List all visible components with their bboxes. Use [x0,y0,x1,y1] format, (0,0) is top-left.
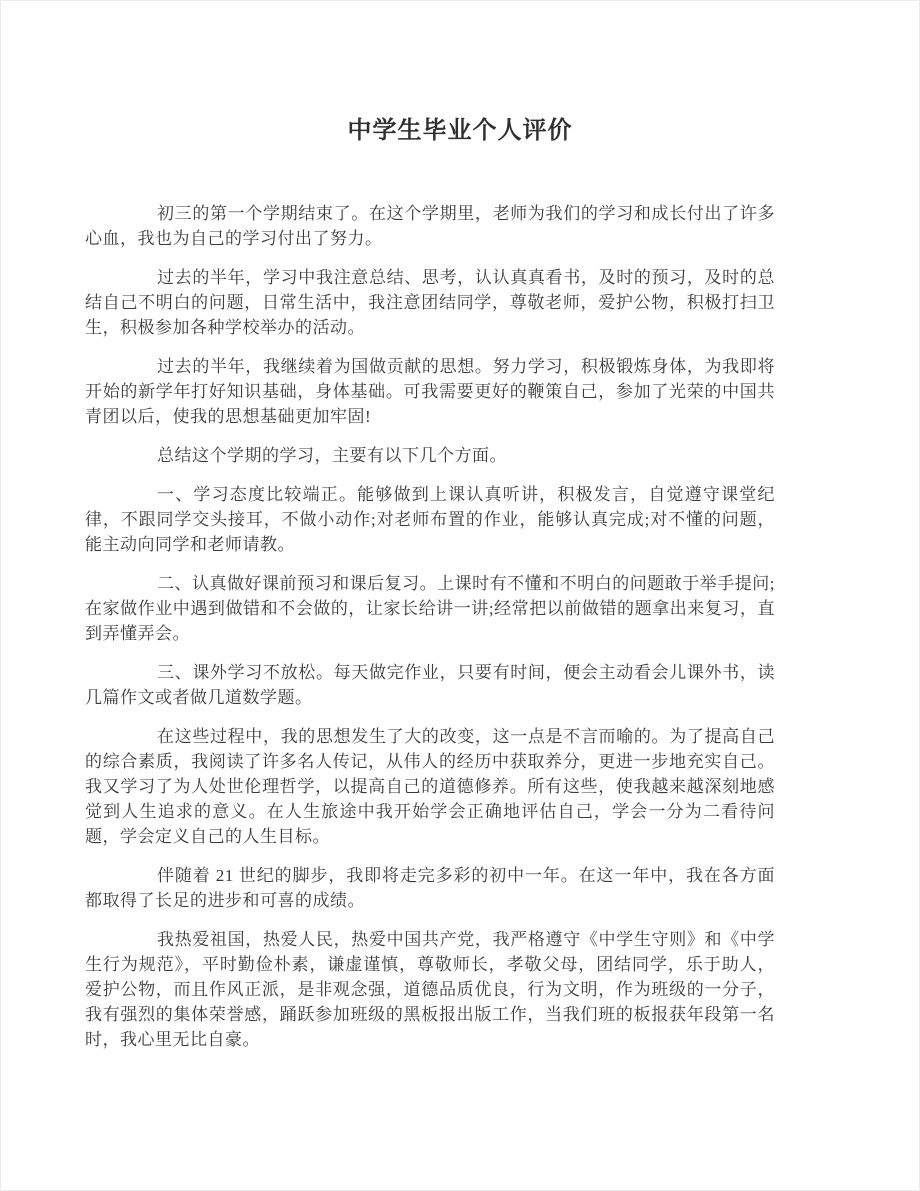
paragraph-half-year-study: 过去的半年，学习中我注意总结、思考，认认真真看书，及时的预习，及时的总结自己不明白的问题，日常生活中，我注意团结同学，尊敬老师，爱护公物，积极打扫卫生，积极参加各种学校举办的活动。 [85,268,775,337]
paragraph-intro: 初三的第一个学期结束了。在这个学期里，老师为我们的学习和成长付出了许多心血，我也为自己的学习付出了努力。 [85,204,775,248]
paragraph-summary-lead: 总结这个学期的学习，主要有以下几个方面。 [157,446,507,465]
paragraph-half-year-thought: 过去的半年，我继续着为国做贡献的思想。努力学习，积极锻炼身体，为我即将开始的新学年打好知识基础，身体基础。可我需要更好的鞭策自己，参加了光荣的中国共青团以后，使我的思想基础更加牢固! [85,357,775,426]
paragraph-point-one: 一、学习态度比较端正。能够做到上课认真听讲，积极发言，自觉遵守课堂纪律，不跟同学交头接耳，不做小动作;对老师布置的作业，能够认真完成;对不懂的问题，能主动向同学和老师请教。 [85,485,775,554]
paragraph-point-two: 二、认真做好课前预习和课后复习。上课时有不懂和不明白的问题敢于举手提问;在家做作业中遇到做错和不会做的，让家长给讲一讲;经常把以前做错的题拿出来复习，直到弄懂弄会。 [85,574,775,643]
document-body [85,201,775,1052]
paragraph-century: 伴随着 21 世纪的脚步，我即将走完多彩的初中一年。在这一年中，我在各方面都取得了长足的进步和可喜的成绩。 [85,866,775,910]
document-title: 中学生毕业个人评价 [347,118,573,144]
paragraph-point-three: 三、课外学习不放松。每天做完作业，只要有时间，便会主动看会儿课外书，读几篇作文或者做几道数学题。 [85,663,775,707]
paragraph-thought-change: 在这些过程中，我的思想发生了大的改变，这一点是不言而喻的。为了提高自己的综合素质，我阅读了许多名人传记，从伟人的经历中获取养分，更进一步地充实自己。我又学习了为人处世伦理哲学，以提高自己的道德修养。所有这些，使我越来越深刻地感觉到人生追求的意义。在人生旅途中我开始学会正确地评估自己，学会一分为二看待问题，学会定义自己的人生目标。 [85,727,775,846]
paragraph-patriotism: 我热爱祖国，热爱人民，热爱中国共产党，我严格遵守《中学生守则》和《中学生行为规范》，平时勤俭朴素，谦虚谨慎，尊敬师长，孝敬父母，团结同学，乐于助人，爱护公物，而且作风正派，是非观念强，道德品质优良，行为文明，作为班级的一分子，我有强烈的集体荣誉感，踊跃参加班级的黑板报出版工作，当我们班的板报获年段第一名时，我心里无比自豪。 [85,930,775,1049]
